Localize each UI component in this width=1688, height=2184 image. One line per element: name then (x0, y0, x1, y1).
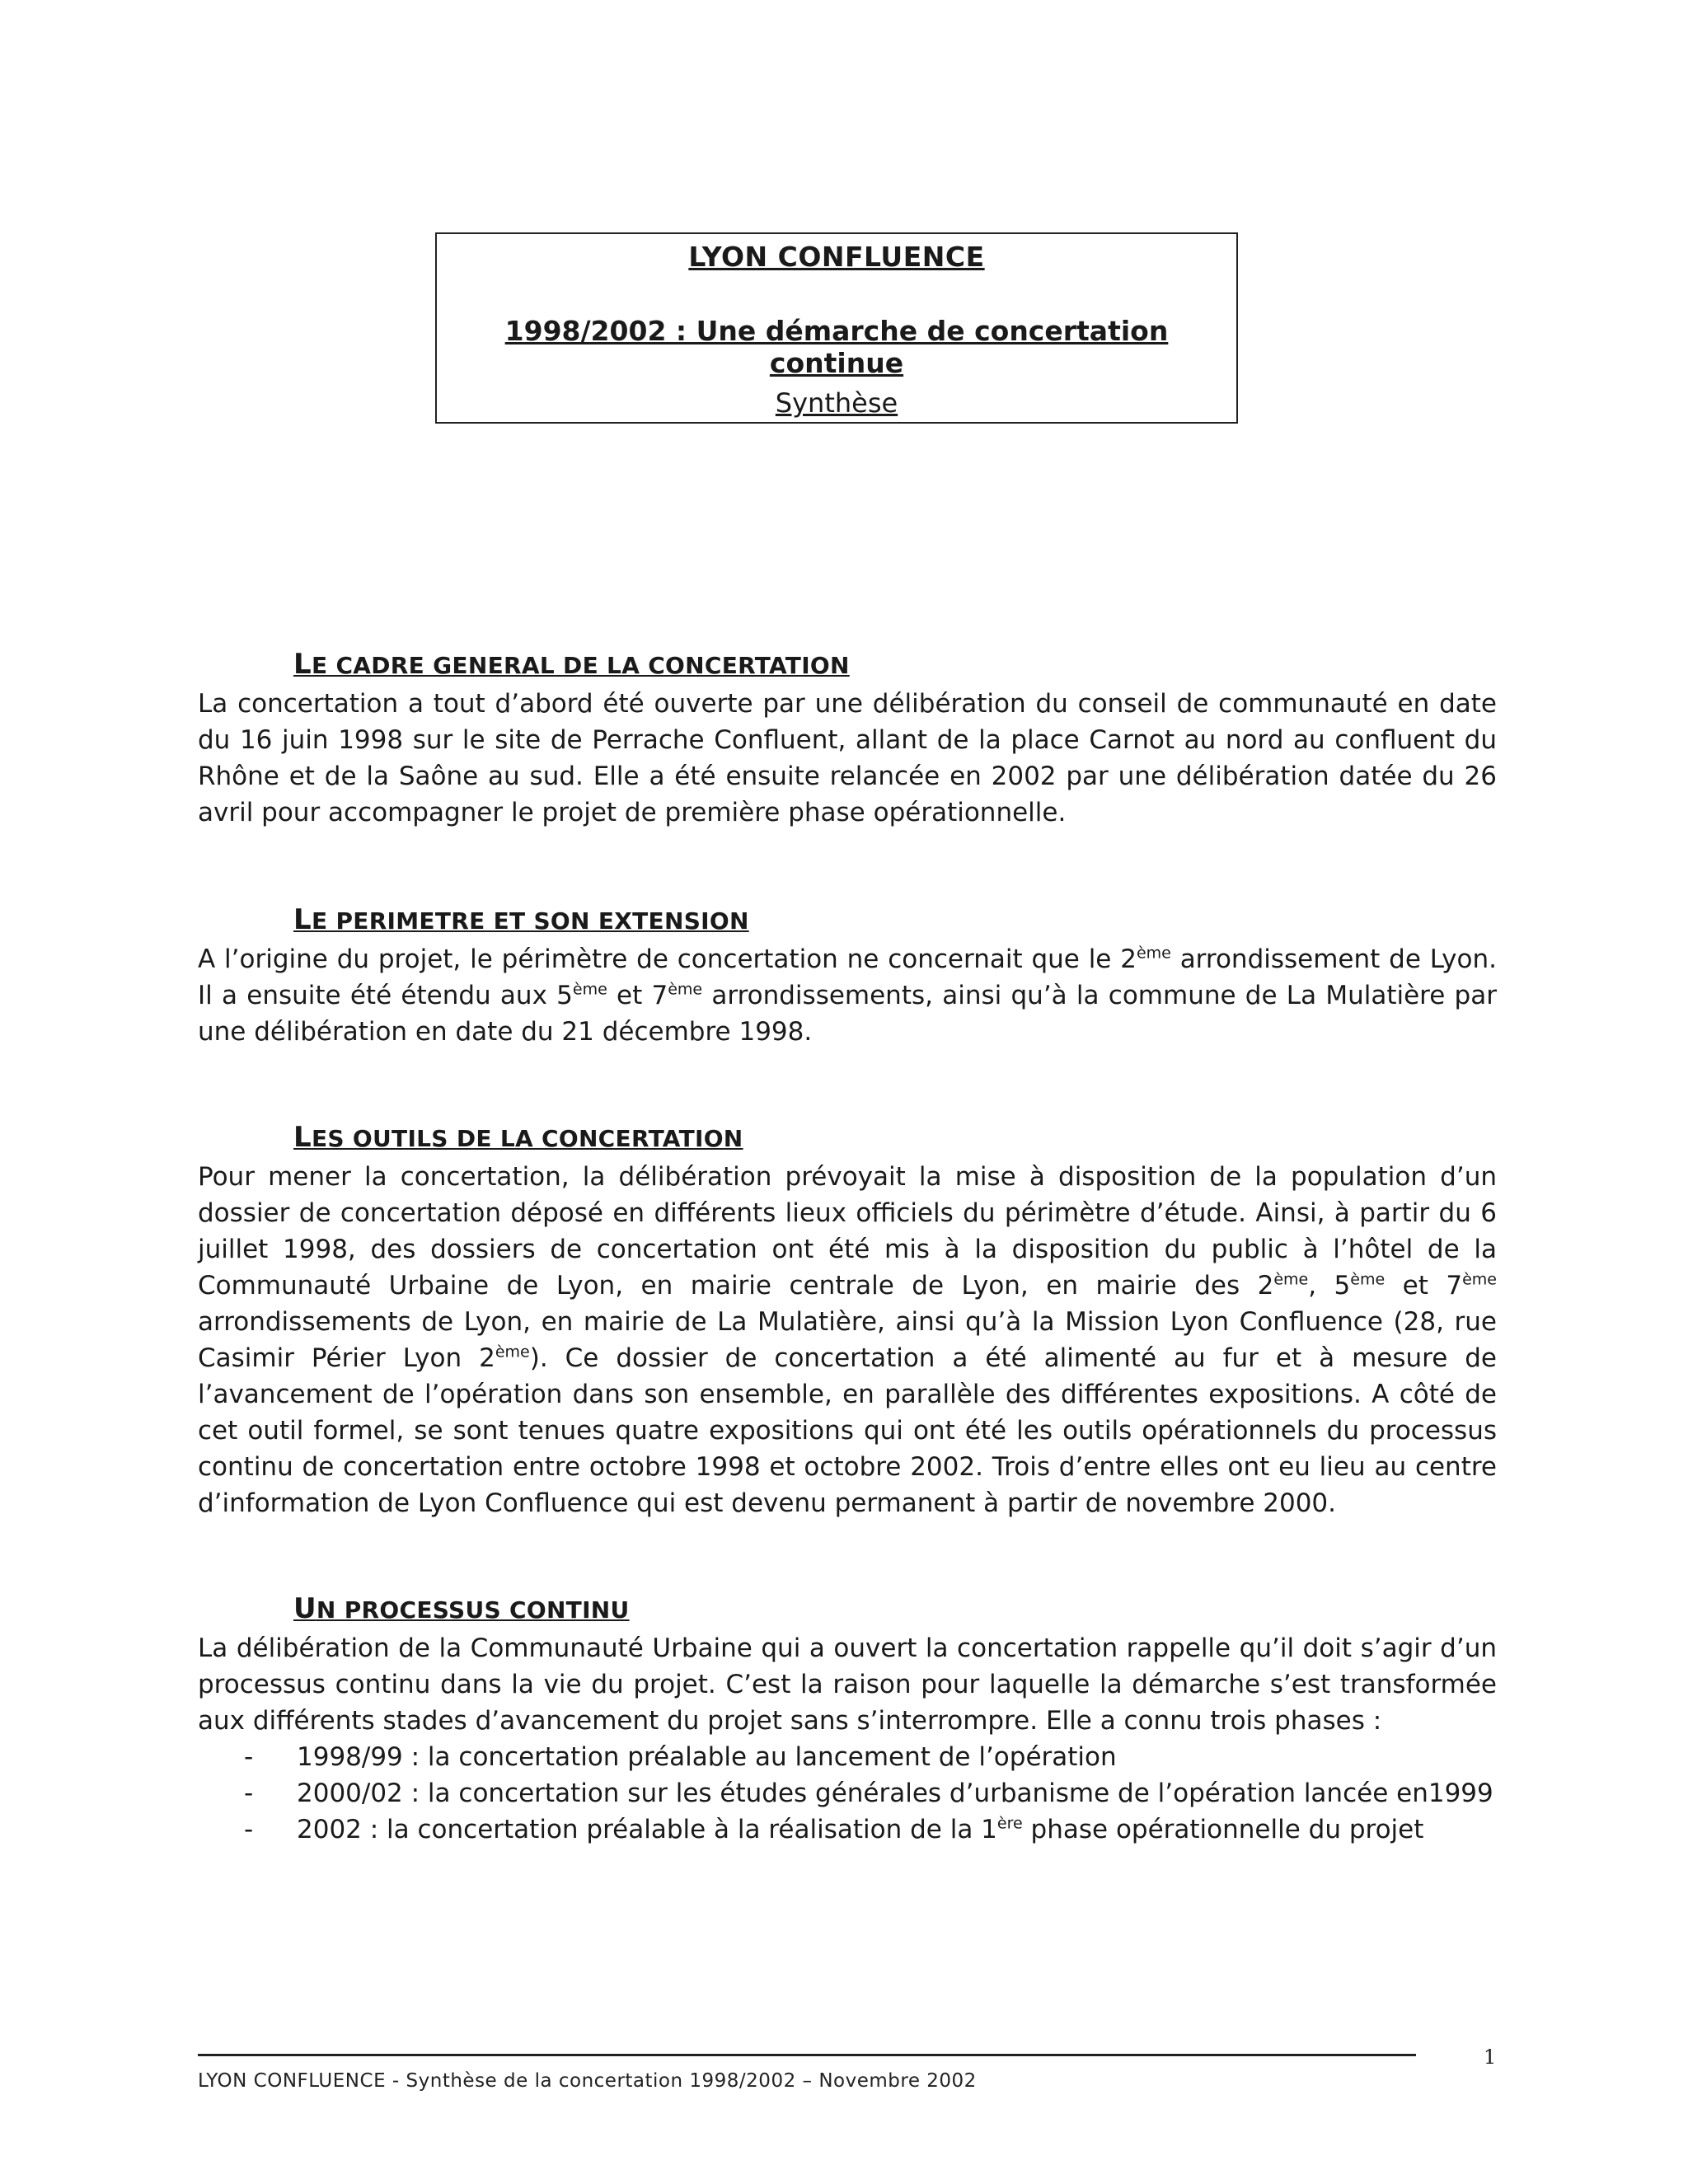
document-subtitle: 1998/2002 : Une démarche de concertation continue (504, 315, 1169, 379)
list-item: - 2000/02 : la concertation sur les études générales d’urbanisme de l’opération lancée en1999 (244, 1779, 1493, 1808)
section-outils (198, 1119, 1497, 1521)
list-item: - 2002 : la concertation préalable à la réalisation de la 1ère phase opérationnelle du projet (244, 1814, 1424, 1844)
section-paragraph: Pour mener la concertation, la délibération prévoyait la mise à disposition de la population d’un dossier de concertation déposé en différents lieux officiels du périmètre d’étude. Ainsi, à partir du 6 juillet 1998, des dossiers de concertation ont été mis à la disposition du public à l’hôtel de la Communauté Urbaine de Lyon, en mairie centrale de Lyon, en mairie des 2ème, 5ème et 7ème arrondissements de Lyon, en mairie de La Mulatière, ainsi qu’à la Mission Lyon Confluence (28, rue Casimir Périer Lyon 2ème). Ce dossier de concertation a été alimenté au fur et à mesure de l’avancement de l’opération dans son ensemble, en parallèle des différentes expositions. A côté de cet outil formel, se sont tenues quatre expositions qui ont été les outils opérationnels du processus continu de concertation entre octobre 1998 et octobre 2002. Trois d’entre elles ont eu lieu au centre d’information de Lyon Confluence qui est devenu permanent à partir de novembre 2000. (198, 1162, 1497, 1518)
list-item: - 1998/99 : la concertation préalable au lancement de l’opération (244, 1742, 1117, 1772)
phase-list (198, 1739, 1497, 1848)
footer-text (198, 2070, 977, 2092)
document-synthesis-label: Synthèse (775, 387, 898, 419)
section-heading: LE PERIMETRE ET SON EXTENSION (293, 903, 749, 936)
document-title: LYON CONFLUENCE (688, 241, 985, 273)
footer-divider (198, 2054, 1416, 2056)
section-cadre-general (198, 646, 1497, 831)
page-number: 1 (1484, 2046, 1497, 2069)
title-box (435, 232, 1238, 424)
section-heading: LES OUTILS DE LA CONCERTATION (293, 1121, 743, 1154)
section-perimetre (198, 902, 1497, 1050)
section-paragraph: La délibération de la Communauté Urbaine qui a ouvert la concertation rappelle qu’il doit s’agir d’un processus continu dans la vie du projet. C’est la raison pour laquelle la démarche s’est transformée aux différents stades d’avancement du projet sans s’interrompre. Elle a connu trois phases : (198, 1633, 1497, 1736)
section-paragraph: La concertation a tout d’abord été ouverte par une délibération du conseil de communauté en date du 16 juin 1998 sur le site de Perrache Confluent, allant de la place Carnot au nord au confluent du Rhône et de la Saône au sud. Elle a été ensuite relancée en 2002 par une délibération datée du 26 avril pour accompagner le projet de première phase opérationnelle. (198, 689, 1497, 827)
footer-brand: LYON CONFLUENCE (198, 2070, 387, 2092)
section-heading: LE CADRE GENERAL DE LA CONCERTATION (293, 648, 850, 681)
footer-caption: - Synthèse de la concertation 1998/2002 – Novembre 2002 (386, 2070, 977, 2092)
section-heading: UN PROCESSUS CONTINU (293, 1592, 630, 1625)
section-paragraph: A l’origine du projet, le périmètre de concertation ne concernait que le 2ème arrondissement de Lyon. Il a ensuite été étendu aux 5ème et 7ème arrondissements, ainsi qu’à la commune de La Mulatière par une délibération en date du 21 décembre 1998. (198, 944, 1497, 1047)
section-processus (198, 1591, 1497, 1848)
